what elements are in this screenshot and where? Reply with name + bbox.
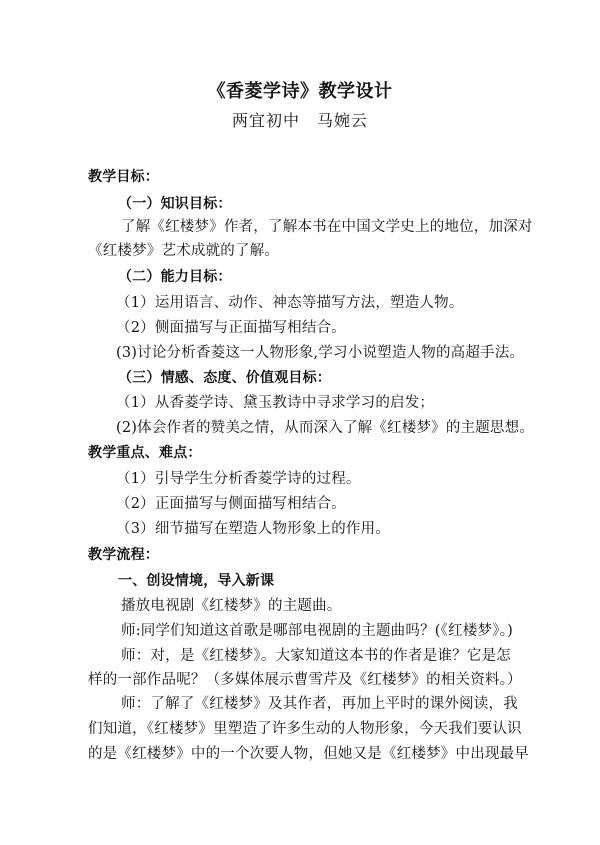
emotion-item: (2)体会作者的赞美之情，从而深入了解《红楼梦》的主题思想。: [116, 420, 535, 436]
knowledge-paragraph-line: 《红楼梦》艺术成就的了解。: [88, 243, 280, 259]
document-subtitle: 两宜初中 马婉云: [231, 111, 368, 130]
ability-heading: （二）能力目标：: [118, 269, 232, 285]
step1-line: 师：对，是《红楼梦》。大家知道这本书的作者是谁？它是怎: [121, 648, 511, 664]
ability-item: （2）侧面描写与正面描写相结合。: [116, 320, 346, 336]
document-title: 《香菱学诗》教学设计: [207, 81, 393, 102]
key-points-heading: 教学重点、难点：: [88, 445, 202, 461]
step1-line: 师：了解了《红楼梦》及其作者，再加上平时的课外阅读，我: [121, 696, 518, 712]
process-heading: 教学流程：: [88, 547, 159, 563]
step1-line: 播放电视剧《红楼梦》的主题曲。: [121, 598, 342, 614]
emotion-heading: （三）情感、态度、价值观目标：: [118, 370, 331, 386]
step1-line: 的是《红楼梦》中的一个次要人物，但她又是《红楼梦》中出现最早: [88, 746, 529, 762]
step1-line: 们知道，《红楼梦》里塑造了许多生动的人物形象，今天我们要认识: [88, 721, 522, 737]
knowledge-paragraph-line: 了解《红楼梦》作者，了解本书在中国文学史上的地位，加深对: [121, 219, 533, 235]
ability-item: (3)讨论分析香菱这一人物形象,学习小说塑造人物的高超手法。: [116, 345, 525, 361]
ability-item: （1）运用语言、动作、神态等描写方法，塑造人物。: [116, 295, 464, 311]
step1-line: 师:同学们知道这首歌是哪部电视剧的主题曲吗？(《红楼梦》。): [121, 623, 513, 639]
step1-line: 样的一部作品呢？（多媒体展示曹雪芹及《红楼梦》的相关资料。）: [88, 672, 522, 688]
key-point-item: （3）细节描写在塑造人物形象上的作用。: [116, 521, 391, 537]
objectives-heading: 教学目标：: [88, 169, 159, 185]
step1-heading: 一、创设情境，导入新课: [118, 573, 275, 589]
knowledge-heading: （一）知识目标：: [118, 196, 232, 212]
key-point-item: （1）引导学生分析香菱学诗的过程。: [116, 471, 361, 487]
emotion-item: （1）从香菱学诗、黛玉教诗中寻求学习的启发；: [116, 395, 435, 411]
key-point-item: （2）正面描写与侧面描写相结合。: [116, 496, 346, 512]
